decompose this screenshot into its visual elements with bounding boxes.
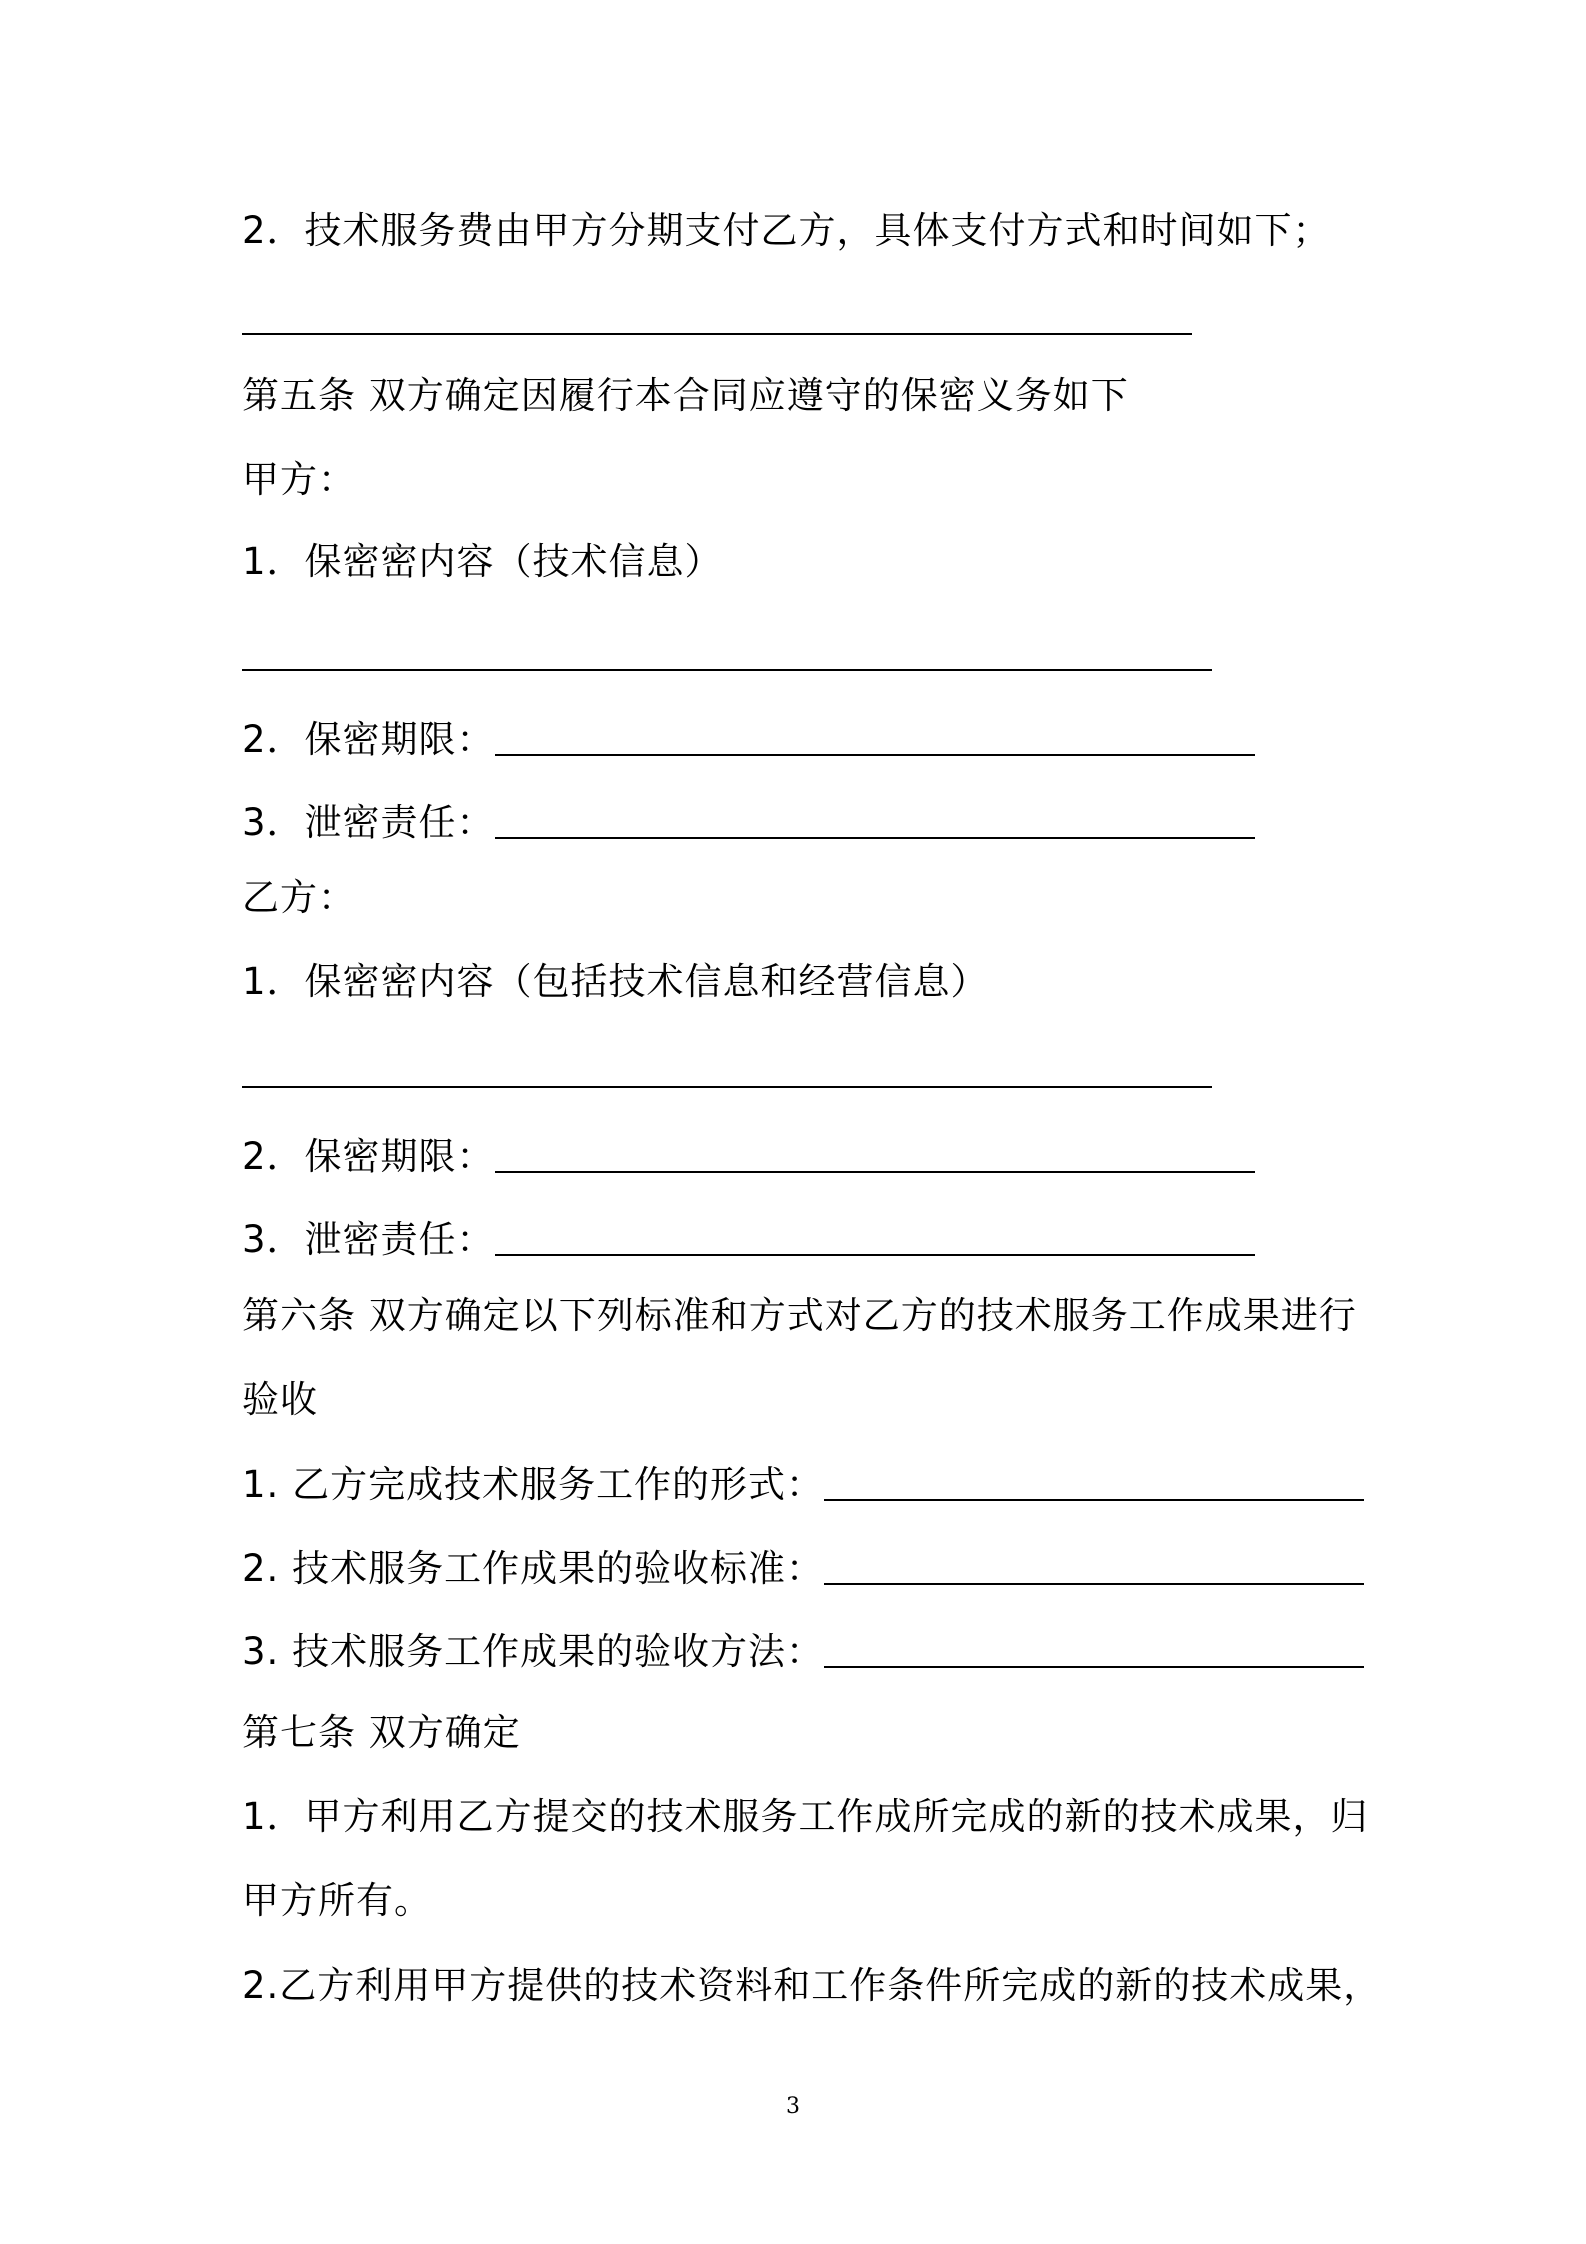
acceptance-standard-row bbox=[242, 1543, 1364, 1593]
ownership-clause-1: 1．甲方利用乙方提交的技术服务工作成所完成的新的技术成果，归 bbox=[242, 1795, 1369, 1838]
acceptance-method-row bbox=[242, 1626, 1364, 1676]
party-b-content-blank bbox=[242, 1086, 1212, 1088]
party-b-liability-row bbox=[242, 1214, 1255, 1264]
party-a-label: 甲方： bbox=[242, 458, 356, 501]
acceptance-form-blank bbox=[824, 1463, 1364, 1501]
payment-blank bbox=[242, 333, 1192, 335]
article-5-heading: 第五条 双方确定因履行本合同应遵守的保密义务如下 bbox=[242, 374, 1129, 417]
party-a-confidential-content: 1．保密密内容（技术信息） bbox=[242, 540, 723, 583]
party-b-term-row bbox=[242, 1131, 1255, 1181]
party-b-term-blank bbox=[495, 1135, 1255, 1173]
party-a-term-blank bbox=[495, 718, 1255, 756]
acceptance-standard-label: 2. 技术服务工作成果的验收标准： bbox=[242, 1547, 825, 1590]
acceptance-standard-blank bbox=[824, 1547, 1364, 1585]
payment-clause: 2．技术服务费由甲方分期支付乙方，具体支付方式和时间如下； bbox=[242, 209, 1331, 252]
party-b-liability-label: 3．泄密责任： bbox=[242, 1218, 495, 1261]
party-a-liability-row bbox=[242, 797, 1255, 847]
party-a-term-row bbox=[242, 714, 1255, 764]
party-a-liability-label: 3．泄密责任： bbox=[242, 801, 495, 844]
ownership-clause-2: 2.乙方利用甲方提供的技术资料和工作条件所完成的新的技术成果， bbox=[242, 1964, 1382, 2007]
article-6-heading: 第六条 双方确定以下列标准和方式对乙方的技术服务工作成果进行 bbox=[242, 1294, 1357, 1337]
acceptance-form-row bbox=[242, 1459, 1364, 1509]
article-7-heading: 第七条 双方确定 bbox=[242, 1711, 521, 1754]
party-a-liability-blank bbox=[495, 801, 1255, 839]
acceptance-method-blank bbox=[824, 1630, 1364, 1668]
acceptance-method-label: 3. 技术服务工作成果的验收方法： bbox=[242, 1630, 825, 1673]
party-b-confidential-content: 1．保密密内容（包括技术信息和经营信息） bbox=[242, 960, 989, 1003]
party-a-term-label: 2．保密期限： bbox=[242, 718, 495, 761]
party-b-liability-blank bbox=[495, 1218, 1255, 1256]
acceptance-form-label: 1. 乙方完成技术服务工作的形式： bbox=[242, 1463, 825, 1506]
party-b-label: 乙方： bbox=[242, 876, 356, 919]
article-6-heading-cont: 验收 bbox=[242, 1378, 318, 1421]
party-a-content-blank bbox=[242, 669, 1212, 671]
page-number: 3 bbox=[786, 2094, 800, 2119]
party-b-term-label: 2．保密期限： bbox=[242, 1135, 495, 1178]
ownership-clause-1-cont: 甲方所有。 bbox=[242, 1879, 432, 1922]
